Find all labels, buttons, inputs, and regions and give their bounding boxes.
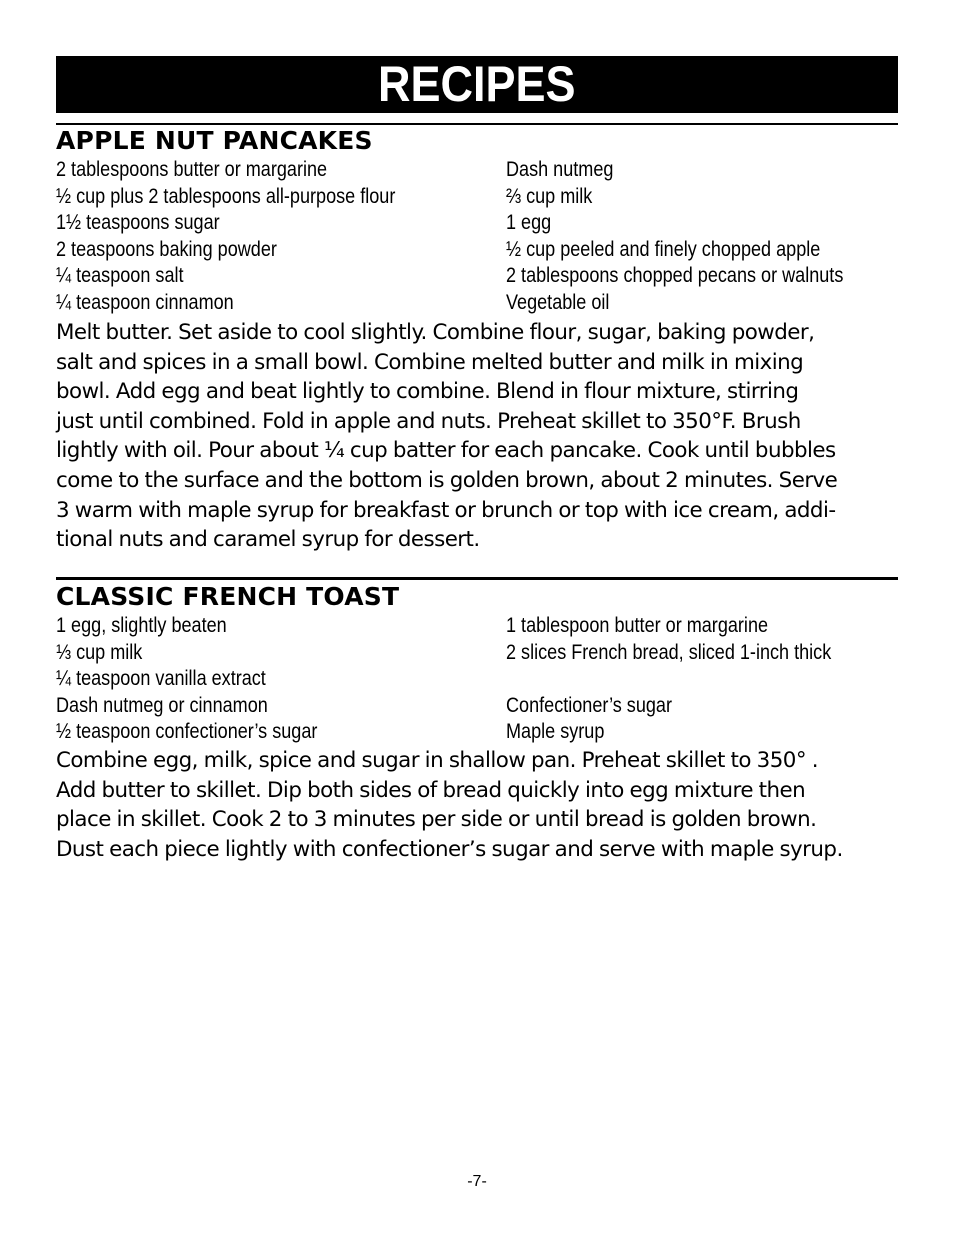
directions-line: bowl. Add egg and beat lightly to combine. Blend in flour mixture, stirring	[56, 379, 799, 405]
ingredients-left-column	[56, 157, 451, 317]
ingredient-item: ¼ teaspoon salt	[56, 264, 184, 288]
ingredient-item: ½ cup peeled and finely chopped apple	[506, 237, 821, 261]
directions-line: Melt butter. Set aside to cool slightly. Combine flour, sugar, baking powder,	[56, 320, 815, 345]
divider	[56, 123, 898, 125]
ingredient-item: 1 tablespoon butter or margarine	[506, 614, 769, 637]
ingredient-item: Dash nutmeg or cinnamon	[56, 693, 268, 717]
ingredient-item: ⅓ cup milk	[56, 640, 143, 664]
ingredients-right-column	[506, 613, 884, 746]
ingredient-item: 2 tablespoons butter or margarine	[56, 158, 328, 181]
directions-line: Dust each piece lightly with confectioner’s sugar and serve with maple syrup.	[56, 836, 843, 862]
ingredient-item: ⅔ cup milk	[506, 184, 593, 208]
ingredient-item: 1 egg, slightly beaten	[56, 614, 227, 637]
ingredient-item: 2 teaspoons baking powder	[56, 237, 277, 261]
ingredient-item	[506, 666, 884, 693]
ingredients-right-column	[506, 157, 898, 317]
divider	[56, 577, 898, 580]
recipe-title-classic-french-toast: CLASSIC FRENCH TOAST	[56, 582, 400, 611]
ingredient-item: Confectioner’s sugar	[506, 693, 672, 717]
ingredient-item: ¼ teaspoon cinnamon	[56, 290, 234, 314]
directions-line: Add butter to skillet. Dip both sides of bread quickly into egg mixture then	[56, 777, 806, 803]
directions-line: just until combined. Fold in apple and nuts. Preheat skillet to 350°F. Brush	[56, 408, 801, 434]
page-title-banner	[56, 56, 898, 113]
ingredient-item: ¼ teaspoon vanilla extract	[56, 667, 266, 691]
directions-line: 3 warm with maple syrup for breakfast or brunch or top with ice cream, addi-	[56, 497, 836, 523]
recipe-title-apple-nut-pancakes: APPLE NUT PANCAKES	[56, 126, 373, 155]
ingredient-item: Dash nutmeg	[506, 158, 614, 181]
page-number: -7-	[467, 1173, 487, 1190]
ingredient-item: 1 egg	[506, 211, 552, 235]
directions-line: salt and spices in a small bowl. Combine melted butter and milk in mixing	[56, 349, 804, 375]
page-title: RECIPES	[378, 56, 576, 112]
recipe-directions	[56, 746, 856, 864]
ingredients-left-column	[56, 613, 360, 746]
ingredient-item: Maple syrup	[506, 720, 605, 744]
recipe-directions	[56, 318, 856, 555]
directions-line: tional nuts and caramel syrup for dessert.	[56, 527, 480, 553]
directions-line: come to the surface and the bottom is golden brown, about 2 minutes. Serve	[56, 467, 838, 493]
ingredient-item: Vegetable oil	[506, 290, 610, 314]
ingredient-item: 2 slices French bread, sliced 1-inch thick	[506, 640, 832, 664]
ingredient-item: 2 tablespoons chopped pecans or walnuts	[506, 264, 844, 288]
ingredient-item: 1½ teaspoons sugar	[56, 211, 220, 235]
ingredient-item: ½ teaspoon confectioner’s sugar	[56, 720, 318, 744]
directions-line: lightly with oil. Pour about ¼ cup batter for each pancake. Cook until bubbles	[56, 438, 836, 464]
directions-line: Combine egg, milk, spice and sugar in shallow pan. Preheat skillet to 350° .	[56, 748, 818, 773]
directions-line: place in skillet. Cook 2 to 3 minutes per side or until bread is golden brown.	[56, 807, 817, 833]
ingredient-item: ½ cup plus 2 tablespoons all-purpose flour	[56, 184, 396, 208]
